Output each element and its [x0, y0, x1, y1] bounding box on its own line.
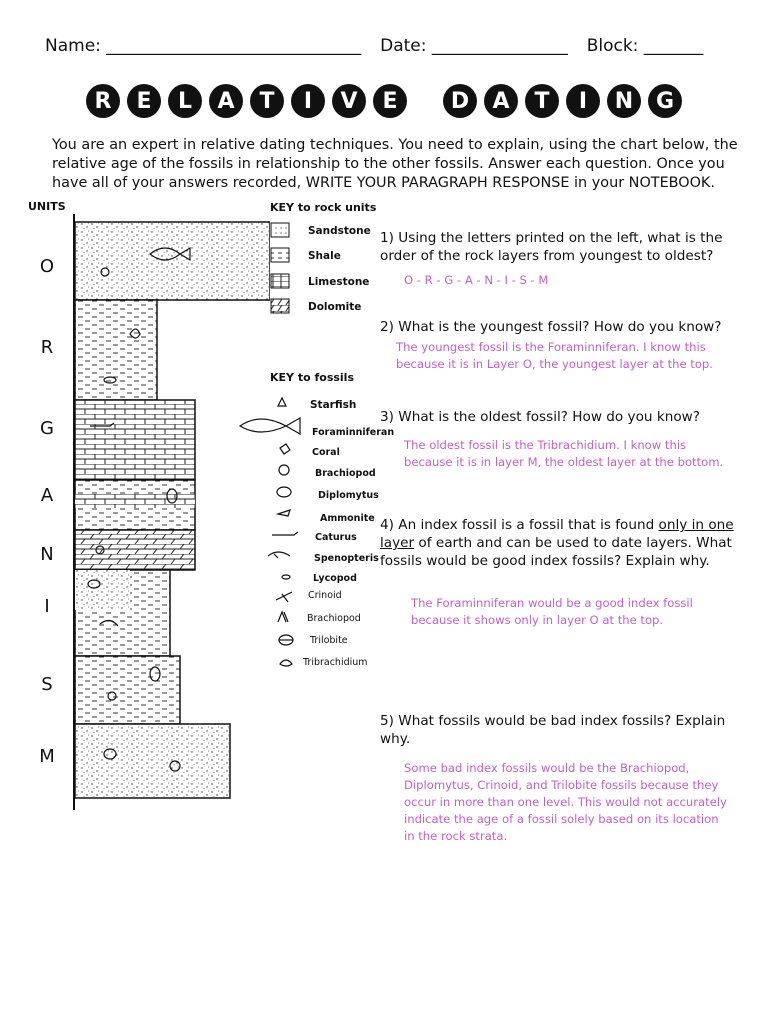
question-text-post: of earth and can be used to date layers. What fossils would be good index fossils? Explain why.: [380, 535, 732, 569]
rock-key-swatches: [269, 221, 293, 317]
key-rock-limestone: Limestone: [308, 276, 370, 288]
title-letter: I: [291, 84, 325, 118]
answer-4[interactable]: The Foraminniferan would be a good index fossil because it shows only in layer O at the top.: [411, 596, 693, 627]
key-fossil-brachiopod-2: Brachiopod: [307, 613, 361, 624]
key-fossil-tribrachidium: Tribrachidium: [303, 657, 368, 668]
question-text-pre: An index fossil is a fossil that is found: [398, 517, 659, 533]
unit-letter-s: S: [41, 674, 53, 695]
title-letter: I: [566, 84, 600, 118]
key-fossil-ammonite: Ammonite: [320, 513, 375, 524]
fossil-key-icons: [238, 394, 308, 674]
key-fossil-crinoid: Crinoid: [308, 590, 342, 601]
block-field[interactable]: Block: _______: [586, 36, 704, 56]
key-fossil-diplomytus: Diplomytus: [318, 490, 379, 501]
question-number: 1): [380, 230, 394, 246]
question-number: 4): [380, 517, 394, 533]
unit-letter-r: R: [40, 337, 54, 358]
key-fossil-spenopteris: Spenopteris: [314, 553, 379, 564]
question-text-underline: only in one layer: [380, 517, 734, 551]
unit-letter-g: G: [40, 418, 54, 439]
title-letter: D: [443, 84, 477, 118]
key-fossils-title: KEY to fossils: [270, 371, 355, 384]
date-field[interactable]: Date: ________________: [380, 36, 568, 56]
title-letter: T: [250, 84, 284, 118]
question-text: What fossils would be bad index fossils? Explain why.: [380, 713, 726, 747]
title-letter: A: [209, 84, 243, 118]
title-letter: E: [373, 84, 407, 118]
answer-3[interactable]: The oldest fossil is the Tribrachidium. I know this because it is in layer M, the oldest layer at the bottom.: [404, 438, 724, 469]
question-3: [380, 408, 755, 426]
unit-letter-i: I: [44, 596, 50, 617]
question-text: What is the oldest fossil? How do you know?: [398, 409, 700, 425]
question-text: Using the letters printed on the left, what is the order of the rock layers from youngest to oldest?: [380, 230, 723, 264]
question-2: [380, 318, 755, 336]
title-letter: G: [648, 84, 682, 118]
question-number: 3): [380, 409, 394, 425]
units-label: UNITS: [28, 200, 66, 213]
key-rock-sandstone: Sandstone: [308, 225, 371, 237]
key-rock-shale: Shale: [308, 250, 341, 262]
header-fields: [45, 36, 703, 56]
question-4: [380, 516, 742, 570]
key-fossil-trilobite: Trilobite: [310, 635, 348, 646]
key-fossil-coral: Coral: [312, 447, 340, 458]
question-5: [380, 712, 740, 748]
key-fossil-foraminniferan: Foraminniferan: [312, 427, 395, 438]
intro-paragraph: You are an expert in relative dating techniques. You need to explain, using the chart below, the relative age of the fossils in relationship to the other fossils. Answer each question. Once you have all of your answers recorded, WRITE YOUR PARAGRAPH RESPONSE in your NOTEBOOK.: [52, 137, 738, 191]
question-1: [380, 229, 755, 265]
unit-letter-o: O: [39, 256, 55, 277]
unit-letter-n: N: [40, 544, 54, 565]
question-number: 5): [380, 713, 394, 729]
answer-2[interactable]: The youngest fossil is the Foraminniferan. I know this because it is in Layer O, the youngest layer at the top.: [396, 340, 713, 371]
unit-letter-a: A: [40, 485, 54, 506]
key-fossil-lycopod: Lycopod: [313, 573, 357, 584]
key-fossil-starfish: Starfish: [310, 399, 357, 411]
page-title: [0, 80, 768, 122]
key-fossil-caturus: Caturus: [315, 532, 357, 543]
title-letter: L: [168, 84, 202, 118]
title-letter: N: [607, 84, 641, 118]
question-number: 2): [380, 319, 394, 335]
title-letter: T: [525, 84, 559, 118]
answer-1[interactable]: O - R - G - A - N - I - S - M: [404, 273, 549, 287]
answer-5[interactable]: Some bad index fossils would be the Brachiopod, Diplomytus, Crinoid, and Trilobite fossils because they occur in more than one level. This would not accurately indicate the age of a fossil solely based on its location in the rock strata.: [404, 761, 727, 843]
name-field[interactable]: Name: ______________________________: [45, 36, 362, 56]
key-rock-title: KEY to rock units: [270, 201, 377, 214]
title-letter: V: [332, 84, 366, 118]
question-text: What is the youngest fossil? How do you know?: [398, 319, 722, 335]
title-letter: A: [484, 84, 518, 118]
unit-letter-m: M: [39, 746, 55, 767]
key-rock-dolomite: Dolomite: [308, 301, 362, 313]
title-letter: R: [86, 84, 120, 118]
key-fossil-brachiopod: Brachiopod: [315, 468, 376, 479]
title-letter: E: [127, 84, 161, 118]
